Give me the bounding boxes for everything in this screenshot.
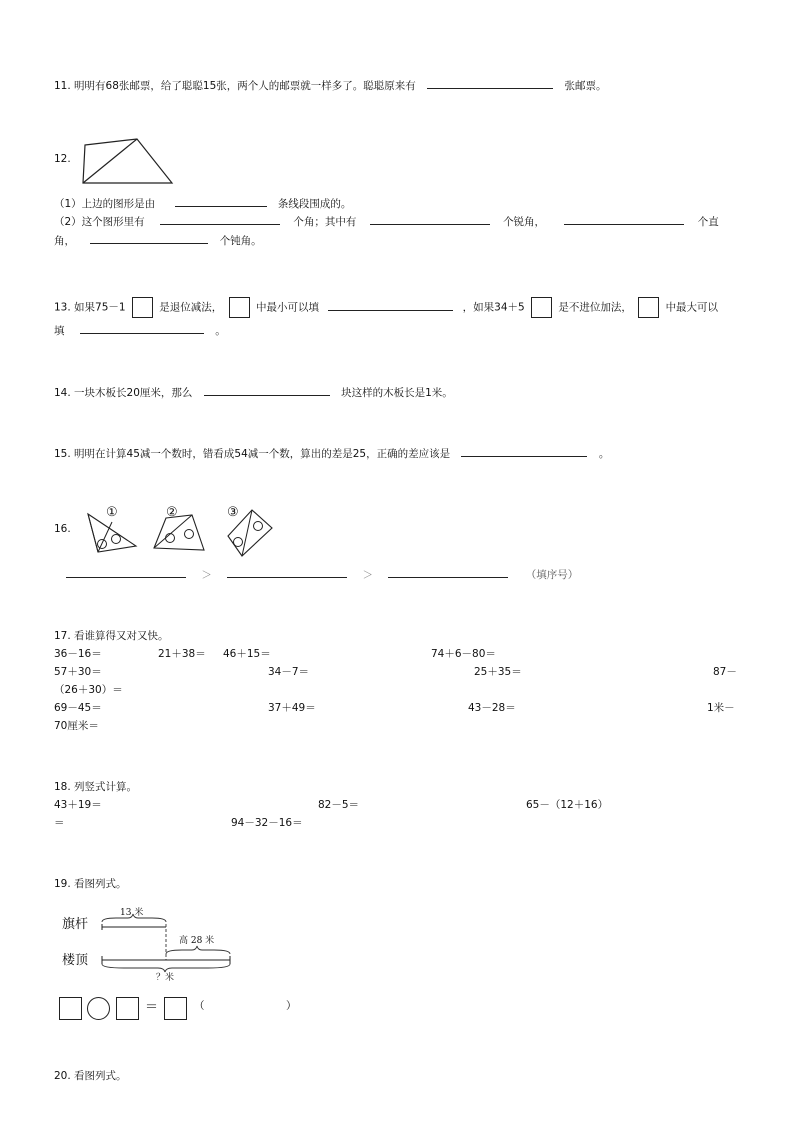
- q15-line: 15. 明明在计算45减一个数时，错看成54减一个数，算出的差是25，正确的差应该是 。: [54, 445, 609, 461]
- q19-height-28: 高 28 米: [179, 936, 215, 946]
- q17-expr-11: 43－28＝: [468, 702, 516, 714]
- q18-expr-3a: 65－（12＋16）: [526, 799, 609, 811]
- q13-box-1[interactable]: [132, 297, 153, 318]
- q12-blank-acute[interactable]: [370, 213, 490, 225]
- q19-title: 19. 看图列式。: [54, 878, 127, 890]
- q17-expr-5: 57＋30＝: [54, 666, 102, 678]
- q17-expr-2: 21＋38＝: [158, 648, 206, 660]
- q19-operator-circle[interactable]: [87, 997, 110, 1020]
- q16-shape-1: [86, 512, 140, 554]
- q17-expr-10: 37＋49＝: [268, 702, 316, 714]
- q17-expr-1: 36－16＝: [54, 648, 102, 660]
- q18-expr-4: 94－32－16＝: [231, 817, 303, 829]
- q12-line3: 角， 个钝角。: [54, 232, 262, 248]
- q17-title: 17. 看谁算得又对又快。: [54, 630, 169, 642]
- q12-blank-obtuse[interactable]: [90, 232, 208, 244]
- q17-expr-12b: 70厘米＝: [54, 720, 99, 732]
- q17-expr-12a: 1米－: [707, 702, 735, 714]
- q16-answer-row: ＞ ＞ （填序号）: [66, 566, 578, 582]
- q17-expr-6: 34－7＝: [268, 666, 310, 678]
- q19-box-2[interactable]: [116, 997, 139, 1020]
- q13-line1: 13. 如果75－1 是退位减法， 中最小可以填 ，如果34＋5 是不进位加法， 中最大可以: [54, 297, 718, 318]
- q12-blank-angles[interactable]: [160, 213, 280, 225]
- q16-blank-3[interactable]: [388, 566, 508, 578]
- q17-expr-4: 74＋6－80＝: [431, 648, 496, 660]
- q16-blank-2[interactable]: [227, 566, 347, 578]
- q19-paren-left: （: [194, 1000, 205, 1012]
- q16-shape-3: [222, 506, 276, 558]
- q17-expr-3: 46＋15＝: [223, 648, 271, 660]
- q17-expr-9: 69－45＝: [54, 702, 102, 714]
- q19-equals: ＝: [145, 1000, 159, 1015]
- q16-mark-1: ①: [106, 505, 118, 520]
- q13-box-2[interactable]: [229, 297, 250, 318]
- q19-label-flagpole: 旗杆: [62, 917, 89, 932]
- q19-paren-right: ）: [286, 1000, 297, 1012]
- q13-box-3[interactable]: [531, 297, 552, 318]
- q12-line1: （1）上边的图形是由 条线段围成的。: [54, 195, 351, 211]
- q14-line: 14. 一块木板长20厘米，那么 块这样的木板长是1米。: [54, 384, 453, 400]
- q19-box-1[interactable]: [59, 997, 82, 1020]
- q13-box-4[interactable]: [638, 297, 659, 318]
- q16-mark-3: ③: [227, 505, 239, 520]
- q12-blank-right[interactable]: [564, 213, 684, 225]
- q15-blank[interactable]: [461, 445, 587, 457]
- q12-line2: （2）这个图形里有 个角；其中有 个锐角， 个直: [54, 213, 719, 229]
- q16-blank-1[interactable]: [66, 566, 186, 578]
- q20-title: 20. 看图列式。: [54, 1070, 127, 1082]
- q12-number: 12.: [54, 153, 71, 165]
- q19-length-13: 13 米: [120, 908, 144, 918]
- q19-bar-diagram: [100, 914, 234, 974]
- q11-line: 11. 明明有68张邮票，给了聪聪15张，两个人的邮票就一样多了。聪聪原来有 张邮票。: [54, 77, 606, 93]
- q12-blank-segments[interactable]: [175, 195, 267, 207]
- q18-expr-3b: ＝: [54, 817, 65, 829]
- q13-blank-max[interactable]: [80, 322, 204, 334]
- q18-expr-1: 43＋19＝: [54, 799, 102, 811]
- q19-label-roof: 楼顶: [62, 953, 89, 968]
- q11-answer-blank[interactable]: [427, 77, 553, 89]
- q19-box-result[interactable]: [164, 997, 187, 1020]
- q13-blank-min[interactable]: [328, 299, 453, 311]
- q12-figure: [82, 137, 176, 185]
- q16-number: 16.: [54, 523, 71, 535]
- q18-title: 18. 列竖式计算。: [54, 781, 138, 793]
- q19-unknown: ？米: [156, 973, 175, 983]
- q13-line2: 填 。: [54, 322, 226, 338]
- q16-shape-2: [152, 514, 208, 550]
- q16-mark-2: ②: [166, 505, 178, 520]
- q18-expr-2: 82－5＝: [318, 799, 360, 811]
- q17-expr-7: 25＋35＝: [474, 666, 522, 678]
- q14-blank[interactable]: [204, 384, 330, 396]
- q17-expr-8a: 87－: [713, 666, 737, 678]
- q17-expr-8b: （26＋30）＝: [54, 684, 123, 696]
